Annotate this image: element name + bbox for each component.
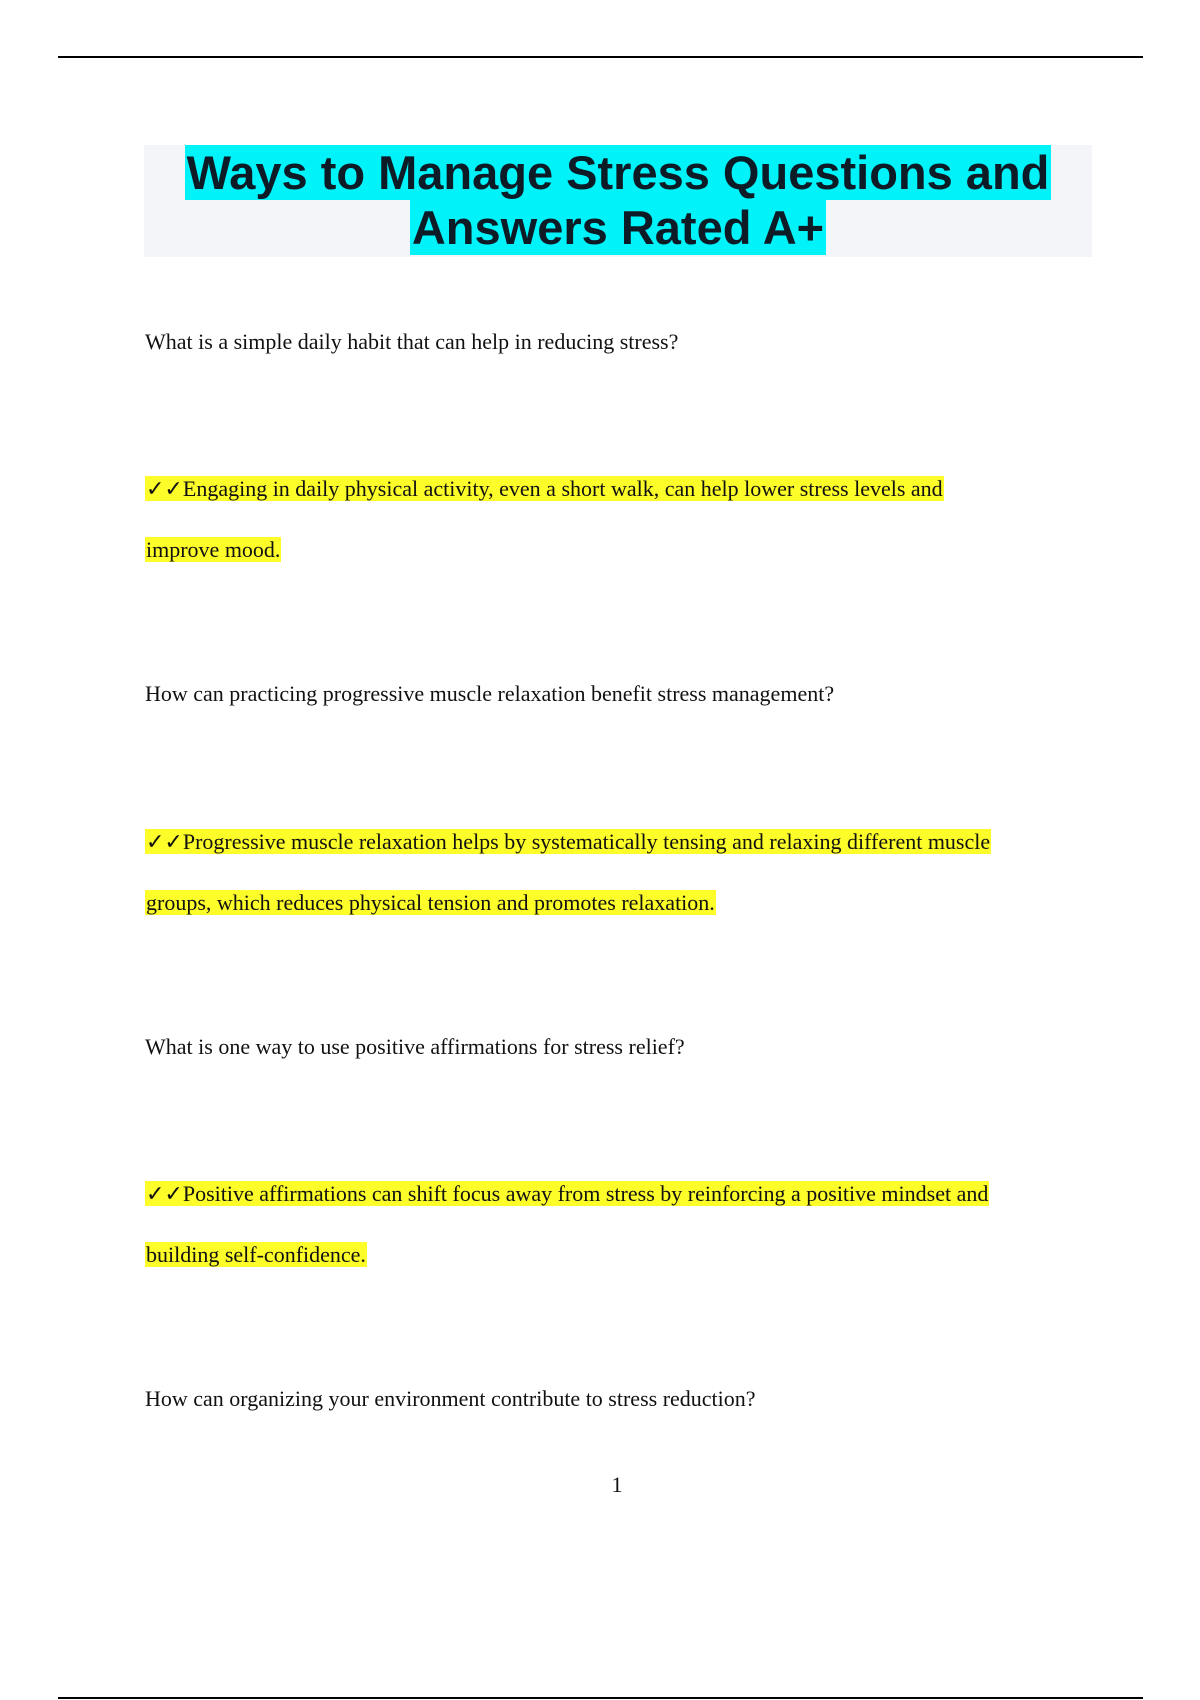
question-1: What is a simple daily habit that can help in reducing stress? [145,329,679,354]
footer-rule [58,1697,1143,1699]
answer-3-line-2: building self-confidence. [146,1242,366,1267]
title-line-2: Answers Rated A+ [411,201,825,254]
answer-1-line-2: improve mood. [146,537,281,562]
check-icon: ✓✓ [146,1182,183,1207]
title-line-1: Ways to Manage Stress Questions and [186,146,1050,199]
question-3: What is one way to use positive affirmations for stress relief? [145,1034,685,1059]
check-icon: ✓✓ [146,477,183,502]
answer-2-line-1: ✓✓Progressive muscle relaxation helps by systematically tensing and relaxing different muscle [146,829,991,855]
question-2: How can practicing progressive muscle relaxation benefit stress management? [145,681,835,706]
answer-3-line-1: ✓✓Positive affirmations can shift focus away from stress by reinforcing a positive mindset and [146,1181,989,1207]
check-icon: ✓✓ [146,830,183,855]
title-block [144,145,1092,257]
question-4: How can organizing your environment contribute to stress reduction? [145,1386,756,1411]
page-number: 1 [611,1472,623,1497]
answer-2-line-2: groups, which reduces physical tension and promotes relaxation. [146,890,715,915]
header-rule [58,56,1143,58]
answer-1-line-1: ✓✓Engaging in daily physical activity, even a short walk, can help lower stress levels and [146,476,943,502]
